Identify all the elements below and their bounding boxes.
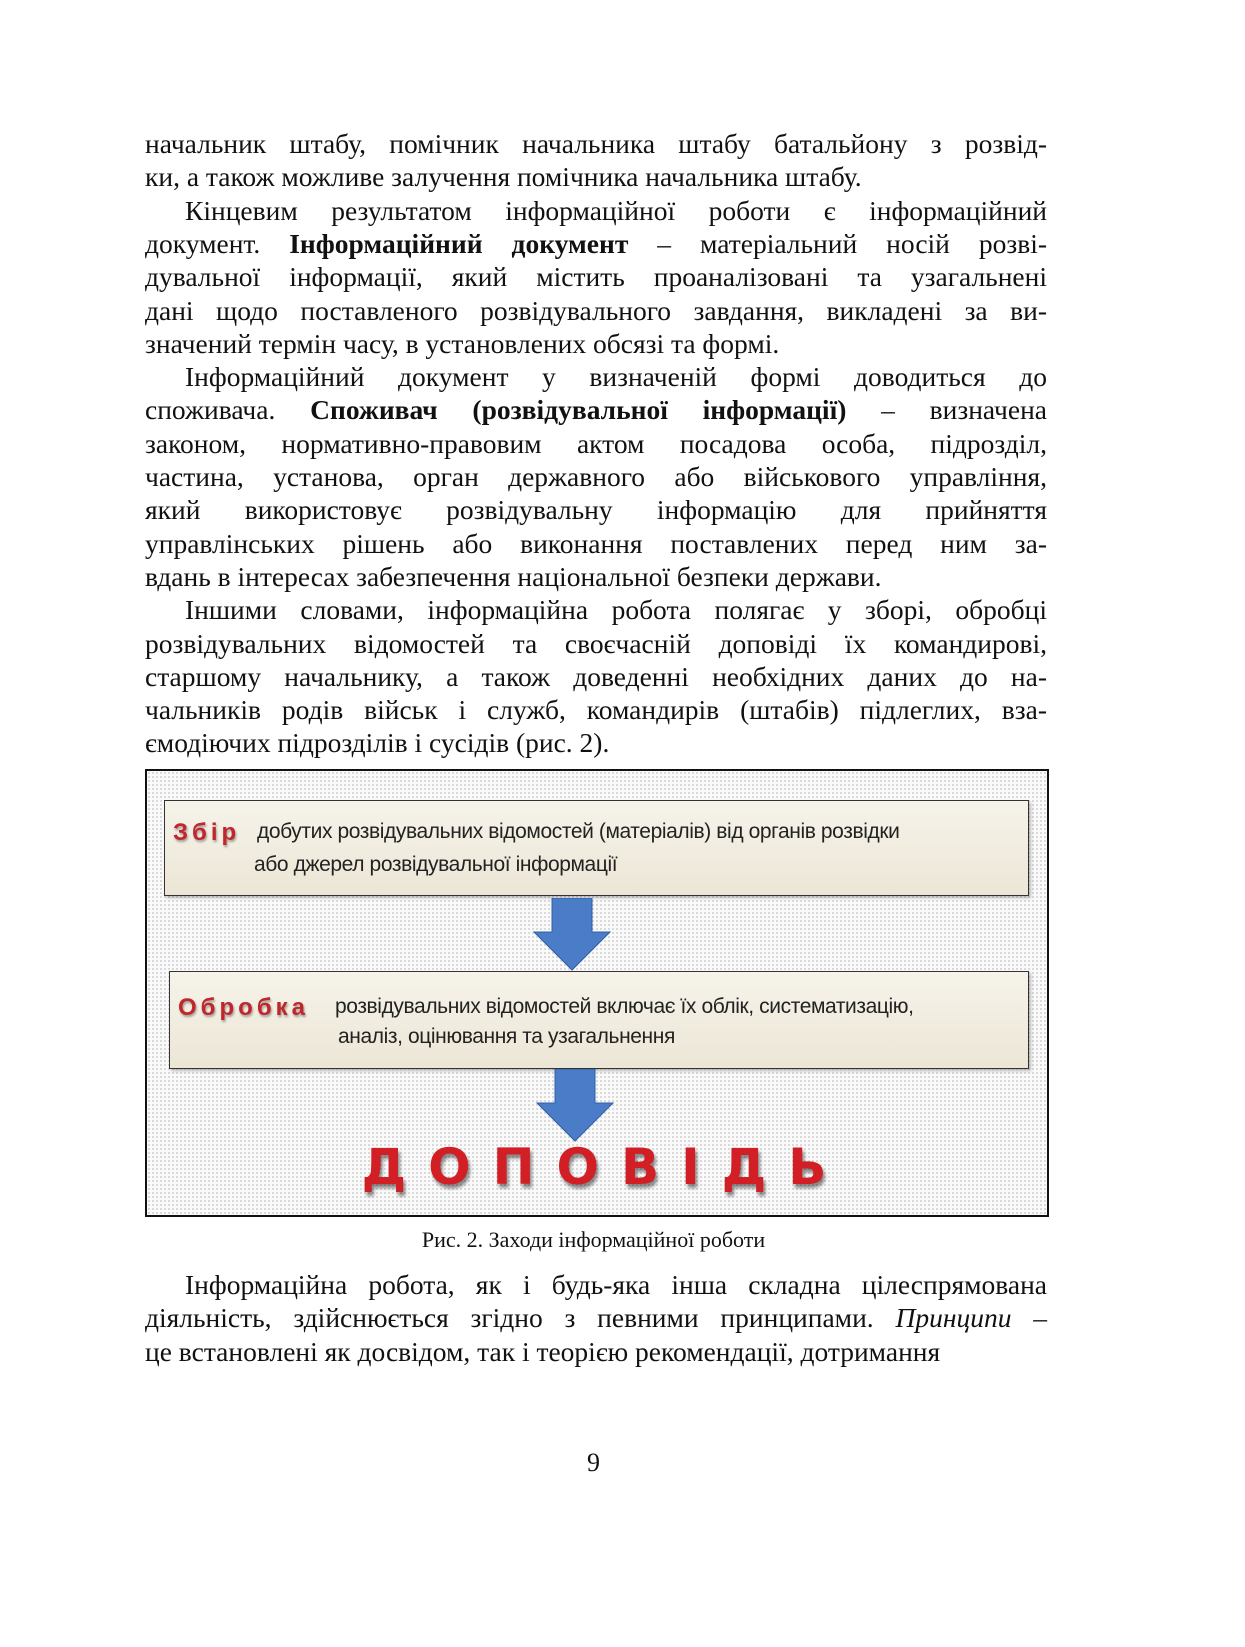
text-line — [145, 427, 1047, 460]
text-segment: ки, а також можливе залучення помічника начальника штабу. — [145, 161, 862, 193]
text-line — [145, 527, 1047, 560]
text-segment: дувальної інформації, який містить проаналізовані та узагальнені — [145, 261, 1047, 293]
text-segment: діяльність, здійснюється згідно з певними принципами. — [145, 1302, 896, 1334]
text-segment: законом, нормативно-правовим актом посадова особа, підрозділ, — [145, 427, 1047, 459]
text-line — [145, 393, 1047, 426]
text-line — [145, 460, 1047, 493]
text-segment: ємодіючих підрозділів і сусідів (рис. 2). — [145, 727, 610, 759]
text-line — [145, 493, 1047, 526]
arrow-down-icon — [532, 898, 612, 972]
arrow-down-icon — [535, 1069, 615, 1143]
text-segment: чальників родів військ і служб, командирів (штабів) підлеглих, вза- — [145, 694, 1047, 726]
step-processing-box — [169, 971, 1029, 1069]
text-line — [145, 227, 1047, 260]
text-line — [145, 1335, 1047, 1368]
text-line — [145, 260, 1047, 293]
term-bold: Інформаційний документ — [289, 227, 629, 259]
text-segment: дані щодо поставленого розвідувального завдання, викладені за ви- — [145, 294, 1047, 326]
text-segment: частина, установа, орган державного або військового управління, — [145, 461, 1047, 492]
text-line — [145, 693, 1047, 726]
text-line — [185, 360, 1047, 393]
step-collection-box — [164, 800, 1029, 896]
text-line — [145, 327, 1047, 360]
text-segment: який використовує розвідувальну інформацію для прийняття — [145, 494, 1047, 526]
text-segment: – визначена — [846, 394, 1047, 426]
text-segment: старшому начальнику, а також доведенні необхідних даних до на- — [145, 660, 1047, 692]
text-line — [145, 294, 1047, 327]
text-segment: Іншими словами, інформаційна робота полягає у зборі, обробці — [185, 594, 1047, 626]
text-segment: начальник штабу, помічник начальника штабу батальйону з розвід- — [145, 128, 1047, 159]
text-segment: споживача. — [145, 394, 311, 426]
text-line — [145, 560, 1047, 593]
text-line — [145, 627, 1047, 660]
text-line — [145, 660, 1047, 693]
text-segment: вдань в інтересах забезпечення національної безпеки держави. — [145, 560, 882, 592]
text-segment: розвідувальних відомостей та своєчасній доповіді їх командирові, — [145, 627, 1047, 659]
figure-info-work-steps — [145, 769, 1049, 1217]
text-segment: управлінських рішень або виконання поставлених перед ним за- — [145, 527, 1047, 559]
text-line — [145, 1301, 1047, 1334]
text-line — [185, 593, 1047, 626]
term-italic: Принципи — [895, 1302, 1012, 1334]
text-segment: значений термін часу, в установлених обсязі та формі. — [145, 327, 780, 359]
step-text-line: або джерел розвідувальної інформації — [254, 853, 618, 876]
text-segment: документ. — [145, 227, 290, 259]
step-text-line: добутих розвідувальних відомостей (матеріалів) від органів розвідки — [257, 820, 900, 843]
figure-caption: Рис. 2. Заходи інформаційної роботи — [421, 1227, 766, 1252]
text-line — [185, 194, 1047, 227]
step-keyword: Збір — [173, 819, 241, 846]
text-segment: – матеріальний носій розві- — [628, 227, 1047, 259]
step-text-line: аналіз, оцінювання та узагальнення — [338, 1025, 675, 1048]
term-bold: Споживач (розвідувальної інформації) — [310, 394, 847, 426]
text-segment: – — [1011, 1302, 1047, 1334]
text-line — [145, 726, 1047, 759]
text-line — [145, 160, 1047, 193]
text-line — [185, 1268, 1047, 1301]
text-segment: це встановлені як досвідом, так і теорією рекомендації, дотримання — [145, 1335, 941, 1367]
result-report-title: ДОПОВІДЬ — [361, 1138, 849, 1196]
step-text-line: розвідувальних відомостей включає їх облік, систематизацію, — [335, 995, 914, 1018]
text-segment: Інформаційна робота, як і будь-яка інша складна цілеспрямована — [185, 1269, 1047, 1300]
text-segment: Інформаційний документ у визначеній формі доводиться до — [185, 361, 1047, 393]
step-keyword: Обробка — [178, 994, 309, 1021]
text-line — [145, 127, 1047, 160]
page-number: 9 — [587, 1448, 600, 1477]
text-segment: Кінцевим результатом інформаційної роботи є інформаційний — [185, 194, 1047, 226]
